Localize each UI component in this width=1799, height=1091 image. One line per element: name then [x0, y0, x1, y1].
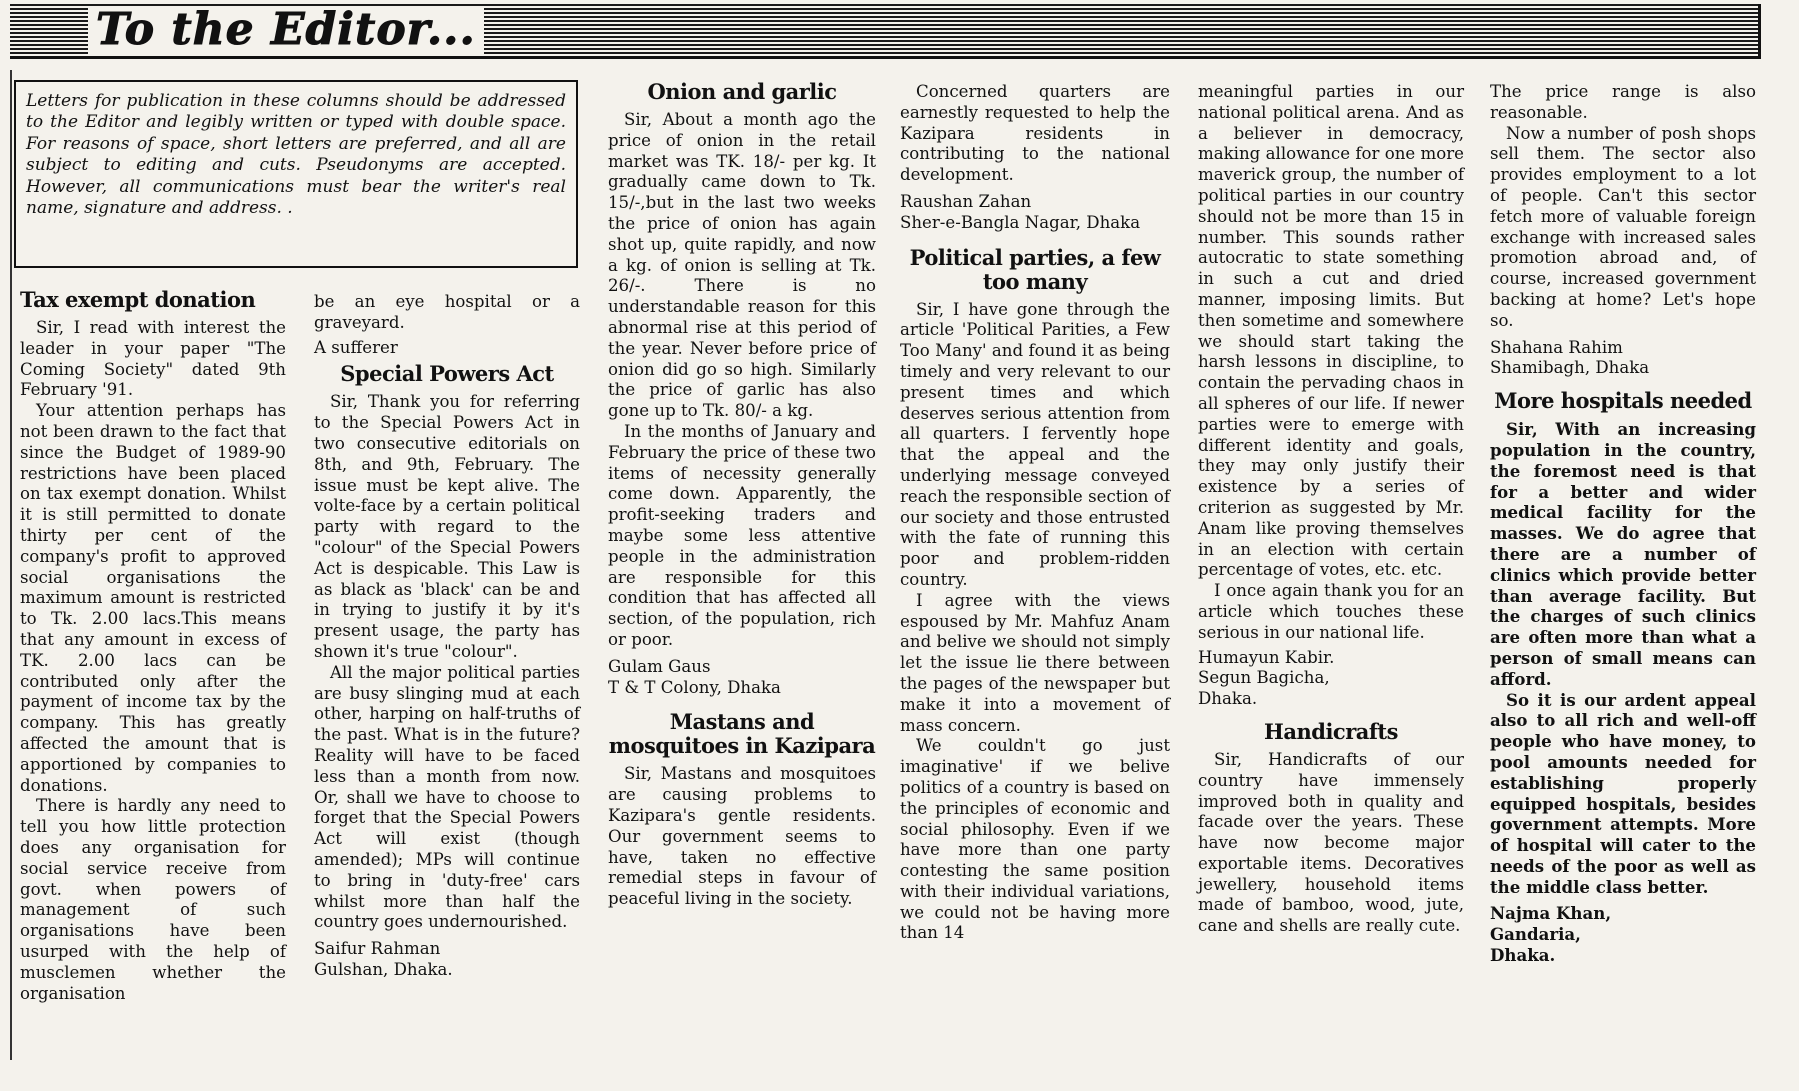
tax-paragraph-3: There is hardly any need to tell you how little protection does any organisation for social service receive from govt. when powers of management of such organisations have been usurped with the help of musclemen whether the organisation: [20, 796, 286, 1003]
column-1: [20, 288, 286, 1004]
onion-paragraph-1: Sir, About a month ago the price of onion in the retail market was TK. 18/- per kg. It gradually came down to Tk. 15/-,but in the last two weeks the price of onion has again shot up, quite rapidly, and now a kg. of onion is selling at Tk. 26/-. There is no understandable reason for this abnormal rise at this period of the year. Never before price of onion did go so high. Similarly the price of garlic has also gone up to Tk. 80/- a kg.: [608, 110, 876, 421]
mastans-signature-place: Sher-e-Bangla Nagar, Dhaka: [900, 212, 1141, 232]
left-border: [10, 70, 12, 1060]
column-3: [608, 80, 876, 910]
headline-special-powers-act: Special Powers Act: [340, 361, 554, 387]
tax-signature: A sufferer: [314, 337, 398, 357]
political-paragraph-5: I once again thank you for an article which touches these serious in our national life.: [1198, 581, 1464, 642]
political-paragraph-3: We couldn't go just imaginative' if we belive politics of a country is based on the principles of economic and social philosophy. Even if we have more than one party contesting the same position with their individual variations, we could not be having more than 14: [900, 736, 1170, 943]
headline-political-parties: Political parties, a few too many: [909, 244, 1161, 294]
political-signature-city: Dhaka.: [1198, 689, 1258, 709]
handicrafts-paragraph-1: Sir, Handicrafts of our country have immensely improved both in quality and facade over the years. These have now become major exportable items. Decoratives jewellery, household items made of bamboo, wood, jute, cane and shells are really cute.: [1198, 749, 1464, 936]
column-6: [1490, 82, 1756, 966]
column-2: [314, 292, 580, 981]
tax-paragraph-1: Sir, I read with interest the leader in your paper "The Coming Society" dated 9th February '91.: [20, 318, 286, 400]
spa-paragraph-2: All the major political parties are busy slinging mud at each other, harping on half-truths of the past. What is in the future? Reality will have to be faced less than a month from now. Or, shall we have to choose to forget that the Special Powers Act will exist (though amended); MPs will continue to bring in 'duty-free' cars whilst more than half the country goes undernourished.: [314, 662, 580, 932]
political-signature-street: Segun Bagicha,: [1198, 668, 1330, 688]
headline-tax-exempt: Tax exempt donation: [20, 287, 256, 312]
onion-signature-name: Gulam Gaus: [608, 656, 711, 676]
political-paragraph-1: Sir, I have gone through the article 'Political Parities, a Few Too Many' and found it as being timely and very relevant to our present times and which deserves serious attention from all quarters. I fervently hope that the appeal and the underlying message conveyed reach the responsible section of our society and those entrusted with the fate of running this poor and problem-ridden country.: [900, 299, 1170, 589]
onion-paragraph-2: In the months of January and February the price of these two items of necessity generally come down. Apparently, the profit-seeking traders and maybe some less attentive people in the administration are responsible for this condition that has affected all section, of the population, rich or poor.: [608, 421, 876, 649]
political-paragraph-2: I agree with the views espoused by Mr. Mahfuz Anam and belive we should not simply let the issue lie there between the pages of the newspaper but make it into a movement of mass concern.: [900, 590, 1170, 735]
hospitals-paragraph-2: So it is our ardent appeal also to all rich and well-off people who have money, to pool amounts needed for establishing properly equipped hospitals, besides government attempts. More of hospital will cater to the needs of the poor as well as the middle class better.: [1490, 689, 1756, 897]
mastans-paragraph-2: Concerned quarters are earnestly requested to help the Kazipara residents in contributing to the national development.: [900, 82, 1170, 185]
column-4: [900, 82, 1170, 944]
tax-paragraph-2: Your attention perhaps has not been drawn to the fact that since the Budget of 1989-90 restrictions have been placed on tax exempt donation. Whilst it is still permitted to donate thirty per cent of the company's profit to approved social organisations the maximum amount is restricted to Tk. 2.00 lacs.This means that any amount in excess of TK. 2.00 lacs can be contributed only after the payment of income tax by the company. This has greatly affected the amount that is apportioned by companies to donations.: [20, 401, 286, 795]
political-signature-name: Humayun Kabir.: [1198, 647, 1335, 667]
handicrafts-paragraph-2: The price range is also reasonable.: [1490, 82, 1756, 122]
mastans-paragraph-1: Sir, Mastans and mosquitoes are causing problems to Kazipara's gentle residents. Our government seems to have, taken no effective remedial steps in favour of peaceful living in the society.: [608, 764, 876, 909]
handicrafts-signature-name: Shahana Rahim: [1490, 337, 1623, 357]
hospitals-signature-street: Gandaria,: [1490, 924, 1581, 945]
headline-handicrafts: Handicrafts: [1264, 718, 1398, 744]
tax-paragraph-4: be an eye hospital or a graveyard.: [314, 292, 580, 332]
notice-text: Letters for publication in these columns should be addressed to the Editor and legibly written or typed with double space. For reasons of space, short letters are preferred, and all are subject to editing and cuts. Pseudonyms are accepted. However, all communications must bear the writer's real name, signature and address. .: [26, 91, 566, 219]
mastans-signature-name: Raushan Zahan: [900, 191, 1032, 211]
masthead: [10, 4, 1761, 59]
hospitals-signature-city: Dhaka.: [1490, 945, 1556, 966]
column-5: [1198, 82, 1464, 937]
spa-paragraph-1: Sir, Thank you for referring to the Special Powers Act in two consecutive editorials on 8th, and 9th, February. The issue must be kept alive. The volte-face by a certain political party with regard to the "colour" of the Special Powers Act is despicable. This Law is as black as 'black' can be and in trying to justify it by it's present usage, the party has shown it's true "colour".: [314, 392, 580, 661]
handicrafts-paragraph-3: Now a number of posh shops sell them. The sector also provides employment to a lot of people. Can't this sector fetch more of valuable foreign exchange with increased sales promotion abroad and, of course, increased government backing at home? Let's hope so.: [1490, 123, 1756, 330]
handicrafts-signature-place: Shamibagh, Dhaka: [1490, 358, 1650, 378]
hospitals-signature-name: Najma Khan,: [1490, 903, 1612, 924]
onion-signature-place: T & T Colony, Dhaka: [608, 677, 781, 697]
spa-signature-name: Saifur Rahman: [314, 939, 441, 959]
editorial-notice: [14, 80, 578, 268]
political-paragraph-4: meaningful parties in our national political arena. And as a believer in democracy, making allowance for one more maverick group, the number of political parties in our country should not be more than 15 in number. This sounds rather autocratic to state something in such a cut and dried manner, imposing limits. But then sometime and somewhere we should start taking the harsh lessons in discipline, to contain the pervading chaos in all spheres of our life. If newer parties were to emerge with different identity and goals, they may only justify their existence by a series of criterion as suggested by Mr. Anam like proving themselves in an election with certain percentage of votes, etc. etc.: [1198, 82, 1464, 580]
section-title: To the Editor...: [88, 6, 484, 54]
headline-more-hospitals: More hospitals needed: [1494, 388, 1752, 414]
headline-mastans-mosquitoes: Mastans and mosquitoes in Kazipara: [608, 709, 876, 759]
spa-signature-place: Gulshan, Dhaka.: [314, 959, 453, 979]
hospitals-paragraph-1: Sir, With an increasing population in the country, the foremost need is that for a better and wider medical facility for the masses. We do agree that there are a number of clinics which provide better than average facility. But the charges of such clinics are often more than what a person of small means can afford.: [1490, 419, 1756, 689]
headline-onion-garlic: Onion and garlic: [647, 79, 837, 104]
